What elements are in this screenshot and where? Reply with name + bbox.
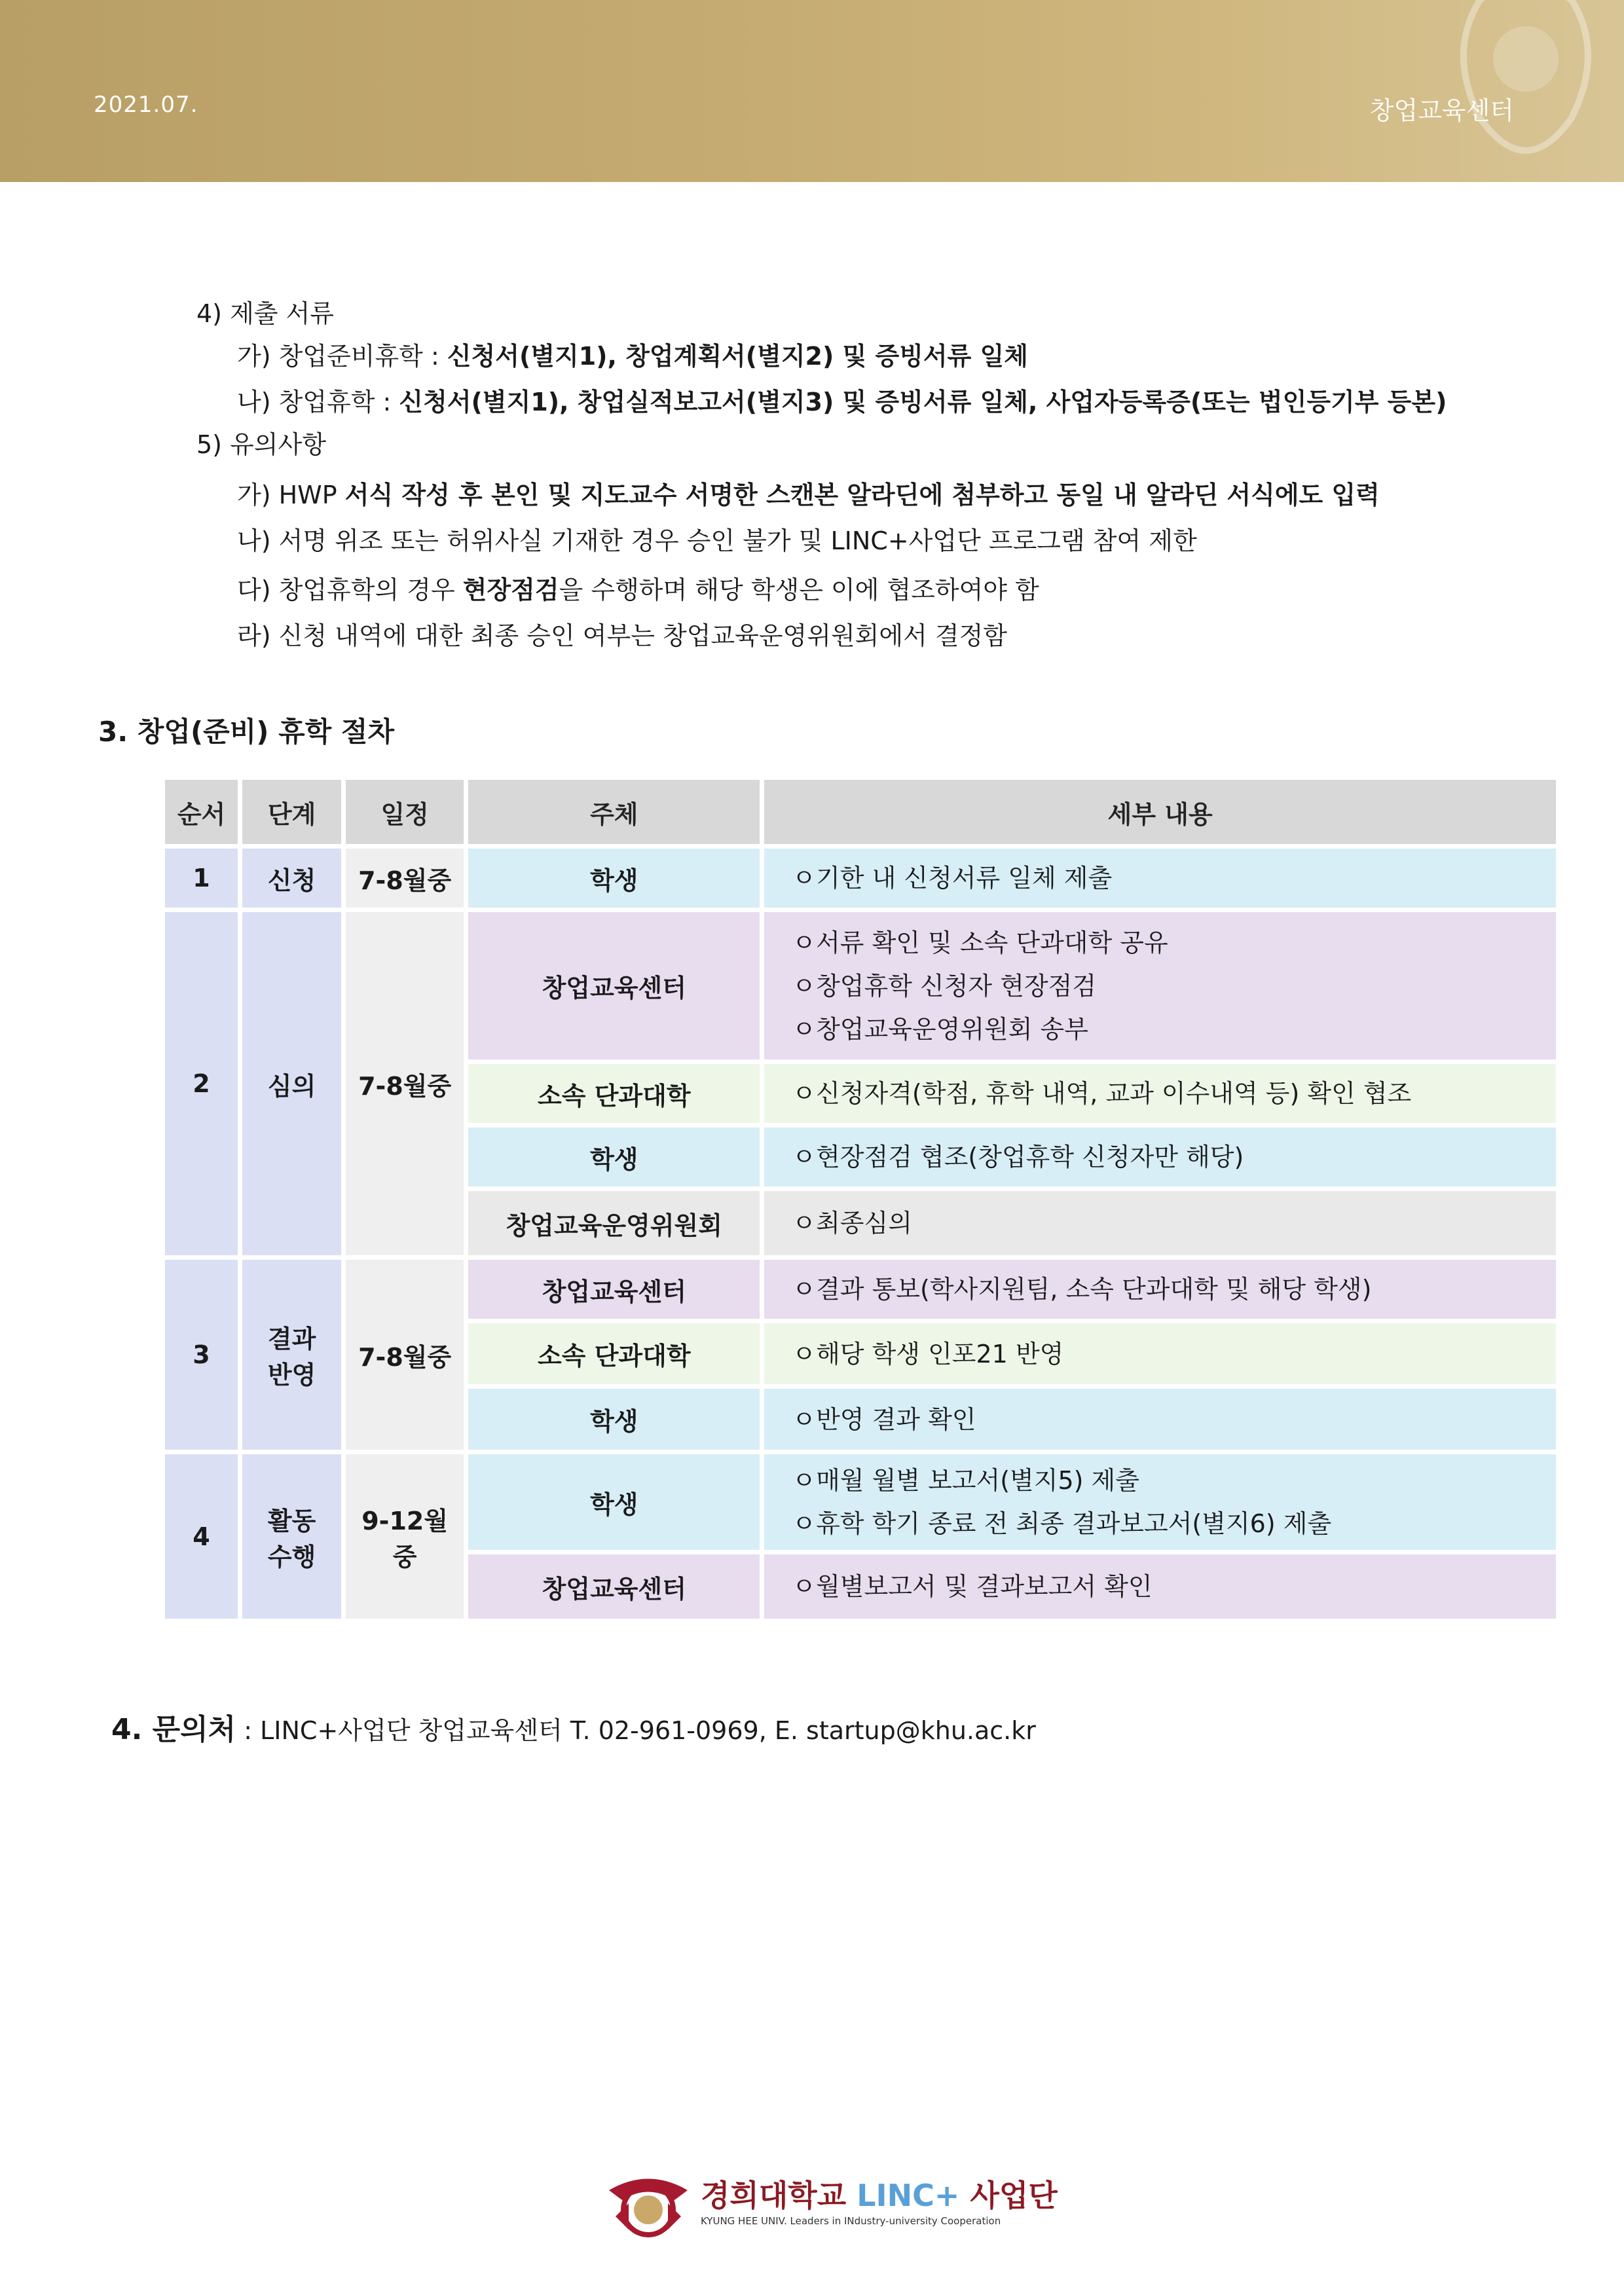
notes-da-prefix: 다) 창업휴학의 경우 (237, 576, 463, 604)
stage-line: 활동 (267, 1506, 316, 1535)
step-detail (764, 912, 1556, 1059)
detail-line: ㅇ결과 통보(학사지원팀, 소속 단과대학 및 해당 학생) (792, 1275, 1372, 1304)
step-stage (242, 1260, 341, 1450)
contact-info (111, 1706, 1036, 1748)
footer-univ: 경희대학교 (701, 2178, 857, 2213)
step-subject: 소속 단과대학 (468, 1064, 760, 1123)
footer-org-name (701, 2172, 1058, 2215)
step-detail (764, 1554, 1556, 1619)
notes-item-da (237, 578, 1039, 602)
submission-docs-ga-bold: 신청서(별지1), 창업계획서(별지2) 및 증빙서류 일체 (447, 342, 1028, 371)
detail-line: ㅇ현장점검 협조(창업휴학 신청자만 해당) (792, 1143, 1244, 1171)
step-detail (764, 1191, 1556, 1255)
notes-heading: 5) 유의사항 (196, 430, 326, 459)
step-subject: 학생 (468, 1389, 760, 1450)
submission-docs-na-bold: 신청서(별지1), 창업실적보고서(별지3) 및 증빙서류 일체, 사업자등록증(또는 법인등기부 등본) (399, 388, 1447, 416)
notes-da-suffix: 을 수행하며 해당 학생은 이에 협조하여야 함 (559, 576, 1039, 604)
submission-docs-item-na (237, 390, 1447, 414)
stage-line: 수행 (267, 1542, 316, 1571)
table-row (165, 912, 1556, 1059)
step-subject: 창업교육운영위원회 (468, 1191, 760, 1255)
submission-docs-ga-prefix: 가) 창업준비휴학 : (237, 342, 447, 371)
detail-line: ㅇ매월 월별 보고서(별지5) 제출 (792, 1466, 1139, 1495)
footer-tagline: KYUNG HEE UNIV. Leaders in INdustry-university Cooperation (701, 2215, 1001, 2227)
footer-linc: LINC+ (857, 2178, 960, 2213)
header-date: 2021.07. (94, 92, 198, 118)
university-seal-icon (602, 2164, 694, 2243)
schedule-line: 중 (392, 1542, 417, 1571)
contact-text: : LINC+사업단 창업교육센터 T. 02-961-0969, E. startup@khu.ac.kr (236, 1716, 1036, 1745)
header-order: 순서 (165, 780, 238, 844)
step-schedule: 7-8월중 (346, 1260, 464, 1450)
table-row (165, 1454, 1556, 1550)
step-detail (764, 1323, 1556, 1384)
detail-line: ㅇ월별보고서 및 결과보고서 확인 (792, 1572, 1153, 1601)
notes-item-ga (237, 483, 1380, 507)
step-subject: 학생 (468, 1454, 760, 1550)
notes-ga-bold: 서식 작성 후 본인 및 지도교수 서명한 스캔본 알라딘에 첨부하고 동일 내 알라딘 서식에도 입력 (344, 481, 1380, 509)
stage-line: 반영 (267, 1361, 316, 1389)
notes-ga-prefix: 가) HWP (237, 481, 345, 509)
notes-item-ra: 라) 신청 내역에 대한 최종 승인 여부는 창업교육운영위원회에서 결정함 (237, 621, 1007, 650)
step-stage: 심의 (242, 912, 341, 1255)
schedule-line: 9-12월 (361, 1506, 449, 1535)
detail-line: ㅇ해당 학생 인포21 반영 (792, 1339, 1064, 1368)
procedure-title: 3. 창업(준비) 휴학 절차 (98, 716, 395, 748)
table-header-row (165, 780, 1556, 844)
detail-line: ㅇ최종심의 (792, 1209, 912, 1238)
contact-label: 4. 문의처 (111, 1713, 236, 1746)
detail-line: ㅇ신청자격(학점, 휴학 내역, 교과 이수내역 등) 확인 협조 (792, 1079, 1412, 1108)
step-detail (764, 1260, 1556, 1319)
step-number: 1 (165, 849, 238, 908)
step-detail (764, 1064, 1556, 1123)
watermark-emblem-icon (1441, 0, 1611, 182)
footer-biz: 사업단 (959, 2178, 1058, 2213)
detail-line: ㅇ서류 확인 및 소속 단과대학 공유 (792, 928, 1168, 957)
notes-da-bold: 현장점검 (462, 576, 559, 604)
header-details: 세부 내용 (764, 780, 1556, 844)
step-subject: 창업교육센터 (468, 912, 760, 1059)
step-schedule (346, 1454, 464, 1619)
step-number: 2 (165, 912, 238, 1255)
procedure-table (160, 775, 1560, 1623)
submission-docs-heading: 4) 제출 서류 (196, 299, 334, 328)
header-center-name: 창업교육센터 (1369, 96, 1514, 125)
header-stage: 단계 (242, 780, 341, 844)
step-subject: 학생 (468, 1128, 760, 1186)
notes-item-na: 나) 서명 위조 또는 허위사실 기재한 경우 승인 불가 및 LINC+사업단 프로그램 참여 제한 (237, 526, 1197, 555)
header-subject: 주체 (468, 780, 760, 844)
step-subject: 창업교육센터 (468, 1260, 760, 1319)
stage-line: 결과 (267, 1325, 316, 1353)
table-row (165, 849, 1556, 908)
step-number: 3 (165, 1260, 238, 1450)
detail-line: ㅇ기한 내 신청서류 일체 제출 (792, 864, 1113, 892)
step-detail (764, 1454, 1556, 1550)
step-stage: 신청 (242, 849, 341, 908)
detail-line: ㅇ창업교육운영위원회 송부 (792, 1014, 1088, 1044)
step-detail (764, 1128, 1556, 1186)
page-header (0, 0, 1624, 182)
step-schedule: 7-8월중 (346, 912, 464, 1255)
table-row (165, 1260, 1556, 1319)
step-detail (764, 1389, 1556, 1450)
step-subject: 창업교육센터 (468, 1554, 760, 1619)
step-subject: 소속 단과대학 (468, 1323, 760, 1384)
step-number: 4 (165, 1454, 238, 1619)
detail-line: ㅇ반영 결과 확인 (792, 1405, 976, 1434)
header-schedule: 일정 (346, 780, 464, 844)
detail-line: ㅇ창업휴학 신청자 현장점검 (792, 971, 1097, 1001)
submission-docs-item-ga (237, 344, 1028, 369)
detail-line: ㅇ휴학 학기 종료 전 최종 결과보고서(별지6) 제출 (792, 1509, 1332, 1538)
step-detail (764, 849, 1556, 908)
submission-docs-na-prefix: 나) 창업휴학 : (237, 388, 399, 416)
step-stage (242, 1454, 341, 1619)
step-schedule: 7-8월중 (346, 849, 464, 908)
step-subject: 학생 (468, 849, 760, 908)
footer-logo (602, 2164, 1058, 2243)
